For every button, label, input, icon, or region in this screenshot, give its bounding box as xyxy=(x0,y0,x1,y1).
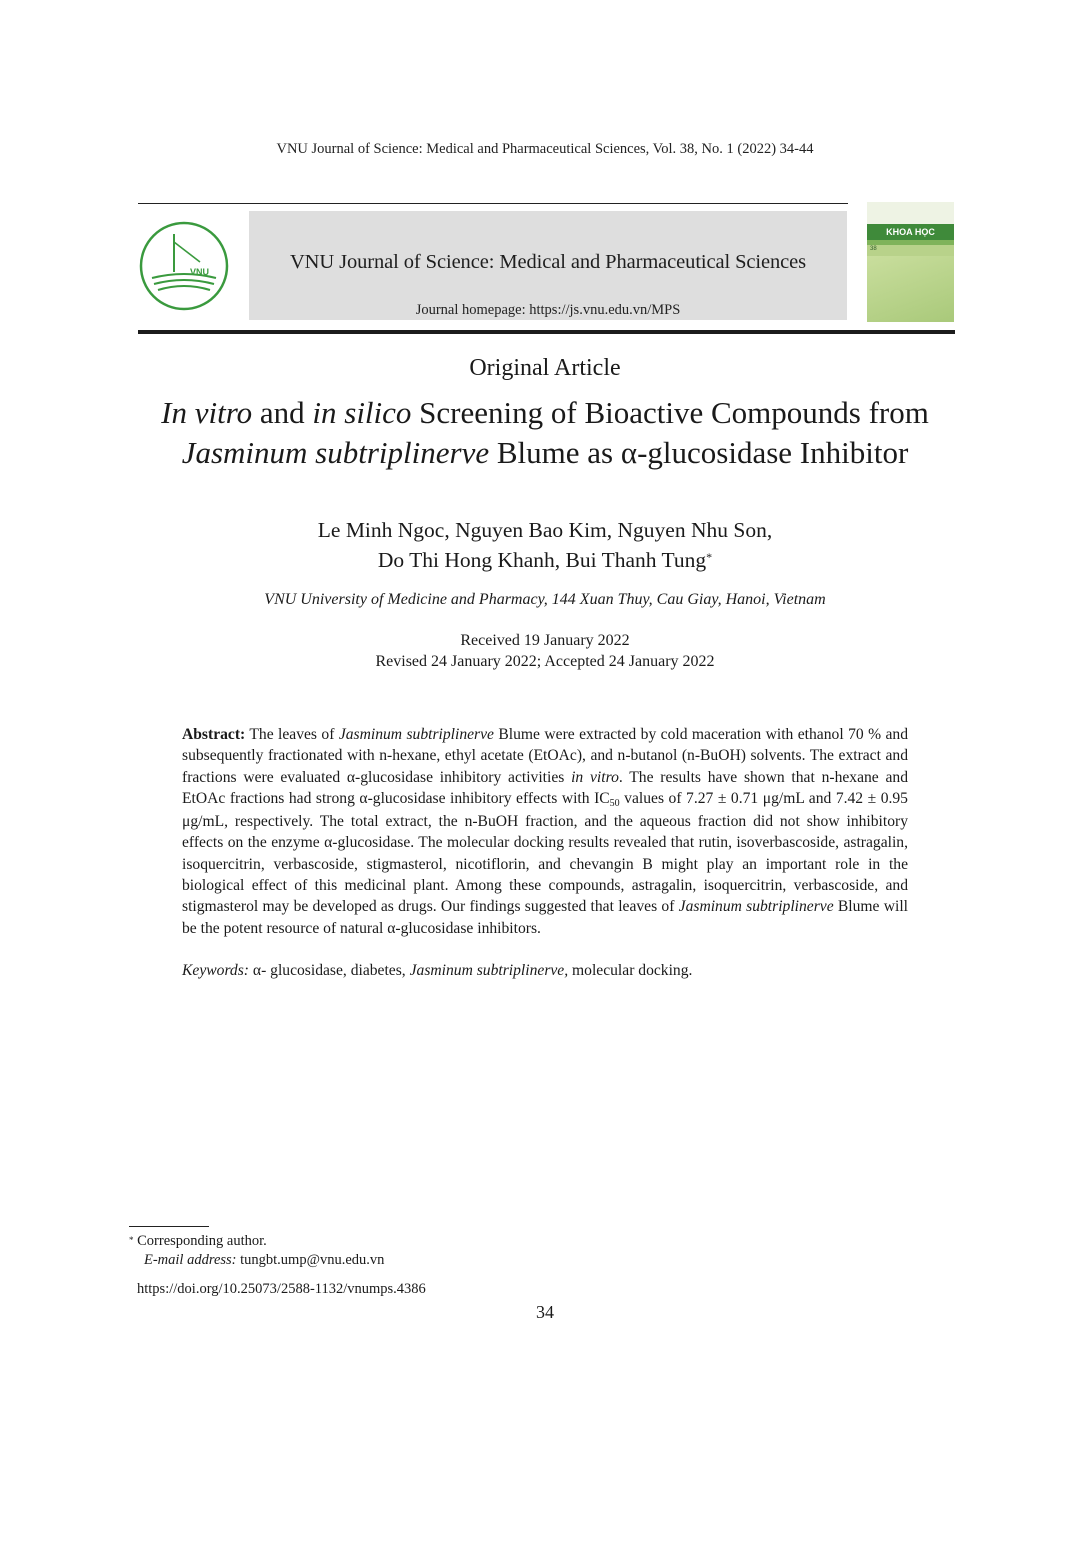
affiliation: VNU University of Medicine and Pharmacy, 144 Xuan Thuy, Cau Giay, Hanoi, Vietnam xyxy=(264,591,826,608)
abstract-text: Blume will be the potent resource of natural α-glucosidase inhibitors. xyxy=(182,898,908,937)
abstract-in-vitro: in vitro xyxy=(571,768,619,786)
revised-accepted-date: Revised 24 January 2022; Accepted 24 January 2022 xyxy=(375,653,715,670)
title-line-2 xyxy=(0,433,1090,473)
abstract-text: The leaves of xyxy=(245,726,339,743)
doi-link[interactable]: https://doi.org/10.25073/2588-1132/vnumps.4386 xyxy=(137,1281,426,1297)
logo-text: VNU xyxy=(190,267,210,277)
abstract xyxy=(182,724,908,939)
footnote-corresponding-text: Corresponding author. xyxy=(137,1233,267,1249)
cover-stripe xyxy=(867,240,954,245)
journal-banner xyxy=(249,211,847,320)
journal-cover-image xyxy=(867,202,954,322)
footnote-email xyxy=(129,1251,384,1270)
title-text: and xyxy=(252,395,313,430)
article-title xyxy=(0,393,1090,473)
cover-header xyxy=(867,202,954,224)
footnote xyxy=(129,1232,384,1270)
title-text: Screening of Bioactive Compounds from xyxy=(411,395,929,430)
email-label: E-mail address: xyxy=(144,1252,237,1268)
abstract-text: Blume were extracted by cold maceration with ethanol 70 % and subsequently fractionated with n-hexane, ethyl acetate (EtOAc), and n-butanol (n-BuOH) solvents. The extract and fractions were evaluated α-glucosidase inhibitory activities xyxy=(182,726,908,786)
article-type: Original Article xyxy=(469,355,621,381)
abstract-label: Abstract: xyxy=(182,726,246,743)
page-number: 34 xyxy=(536,1302,554,1322)
cover-artwork xyxy=(867,256,954,322)
authors-line-1: Le Minh Ngoc, Nguyen Bao Kim, Nguyen Nhu Son, xyxy=(317,518,773,542)
email-address[interactable]: tungbt.ump@vnu.edu.vn xyxy=(236,1252,385,1268)
title-italic-in-silico: in silico xyxy=(312,395,412,430)
title-italic-species: Jasminum subtriplinerve xyxy=(181,435,490,470)
footnote-rule xyxy=(129,1226,209,1227)
cover-title: KHOA HỌC xyxy=(867,224,954,240)
title-italic-in-vitro: In vitro xyxy=(161,395,253,430)
corresponding-mark: * xyxy=(706,550,713,564)
vnu-logo xyxy=(138,220,230,312)
abstract-text: values of 7.27 ± 0.71 μg/mL and 7.42 ± 0.95 μg/mL, respectively. The total extract, the n-BuOH fraction, and the aqueous fraction did not show inhibitory effects on the enzyme α-glucosidase. The molecular docking results revealed that rutin, isoverbascoside, astragalin, isoquercitrin, verbascoside, stigmasterol, nicotiflorin, and chevangin B might play an important role in the biological effect of this medicinal plant. Among these compounds, astragalin, isoquercitrin, verbascoside, and stigmasterol may be developed as drugs. Our findings suggested that leaves of xyxy=(182,789,908,916)
keywords-label: Keywords: xyxy=(182,962,249,979)
author-list xyxy=(0,515,1090,575)
cover-number: 38 xyxy=(870,246,877,252)
abstract-text: . The results have shown that n-hexane and EtOAc fractions had strong α-glucosidase inhibitory effects with IC xyxy=(182,768,908,807)
keywords xyxy=(182,962,908,980)
banner-homepage[interactable]: Journal homepage: https://js.vnu.edu.vn/MPS xyxy=(415,302,681,318)
article-dates xyxy=(0,630,1090,672)
authors-line-2-text: Do Thi Hong Khanh, Bui Thanh Tung xyxy=(377,548,707,572)
abstract-species: Jasminum subtriplinerve xyxy=(678,898,834,916)
header-bottom-rule xyxy=(138,330,955,334)
keywords-text: α- glucosidase, diabetes, xyxy=(249,962,410,979)
abstract-species: Jasminum subtriplinerve xyxy=(338,726,494,743)
banner-journal-title: VNU Journal of Science: Medical and Pharmaceutical Sciences xyxy=(289,251,807,273)
title-line-1 xyxy=(0,393,1090,433)
keywords-text: molecular docking. xyxy=(568,962,693,979)
keywords-species: Jasminum subtriplinerve, xyxy=(409,962,569,979)
received-date: Received 19 January 2022 xyxy=(460,632,630,649)
title-text: Blume as α-glucosidase Inhibitor xyxy=(489,435,909,470)
authors-line-2 xyxy=(0,545,1090,575)
ic50-subscript: 50 xyxy=(609,797,620,809)
footnote-mark: * xyxy=(129,1235,134,1245)
footnote-corresponding xyxy=(129,1232,384,1251)
header-top-rule xyxy=(138,203,848,204)
running-header: VNU Journal of Science: Medical and Pharmaceutical Sciences, Vol. 38, No. 1 (2022) 34-44 xyxy=(276,141,814,157)
